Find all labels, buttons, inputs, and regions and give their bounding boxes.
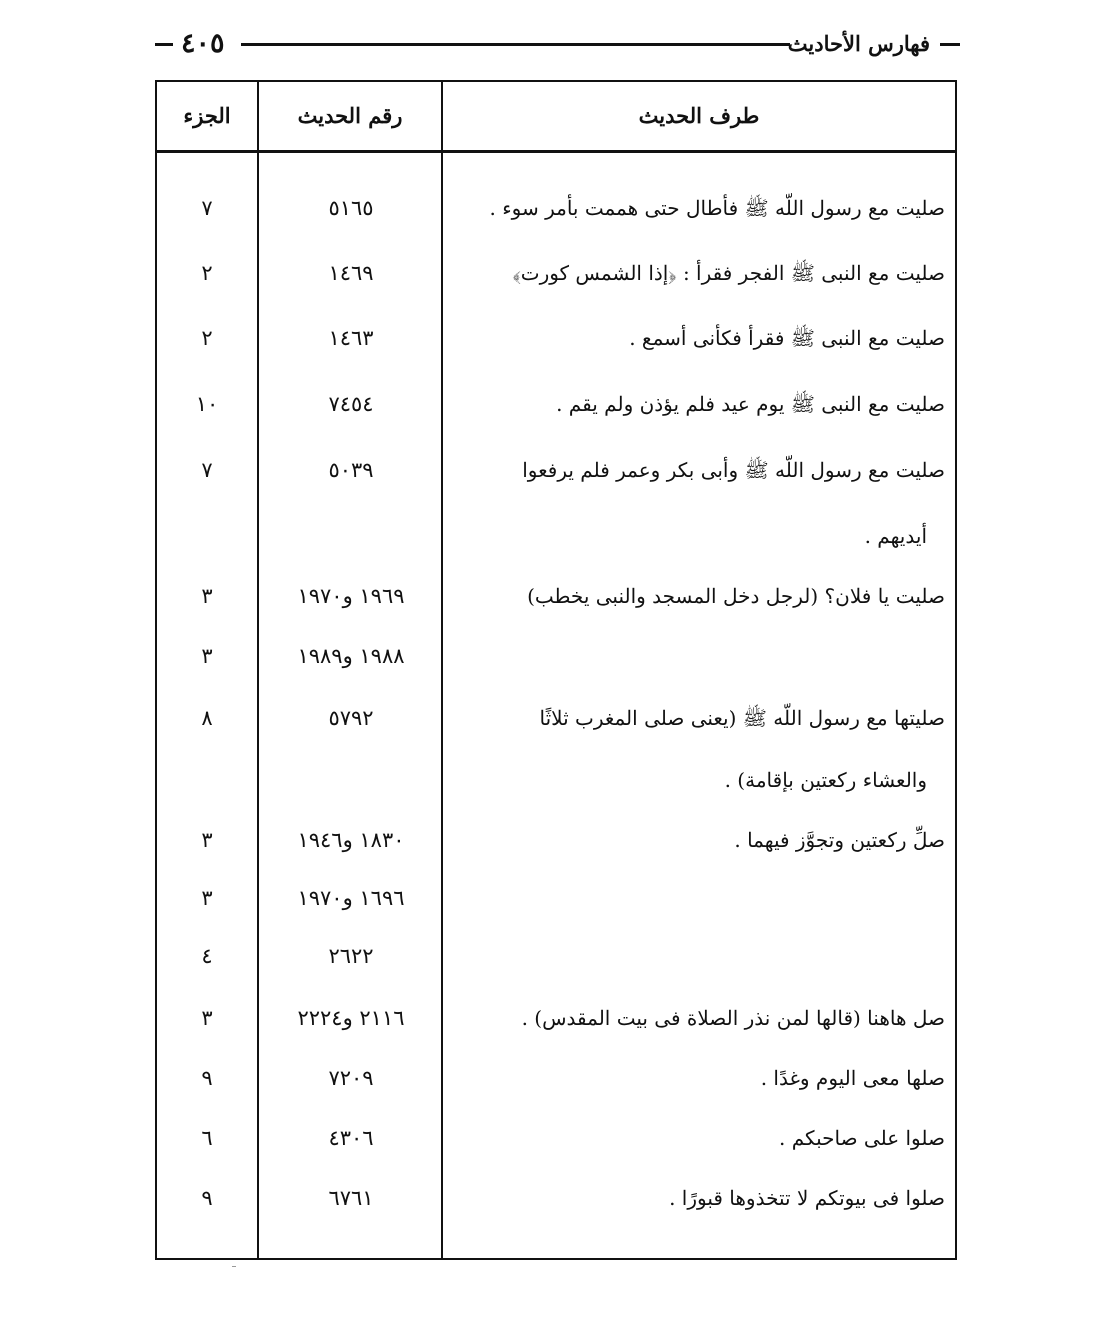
hadith-start-cell: صلها معى اليوم وغدًا . (760, 1066, 945, 1090)
running-header (155, 26, 960, 62)
hadith-start-cell: والعشاء ركعتين بإقامة) . (724, 768, 927, 792)
volume-cell: ٣ (201, 1006, 213, 1030)
hadith-start-cell: صلوا فى بيوتكم لا تتخذوها قبورًا . (669, 1186, 945, 1210)
hadith-number-cell: ٢١١٦ و٢٢٢٤ (297, 1006, 405, 1030)
header-rule (241, 43, 790, 46)
hadith-start-cell (443, 930, 945, 982)
table-row (157, 444, 955, 496)
volume-cell: ٣ (201, 828, 213, 852)
volume-cell: ٦ (201, 1126, 213, 1150)
table-row (157, 814, 955, 866)
volume-cell: ٧ (201, 196, 213, 220)
table-row (157, 872, 955, 924)
volume-cell: ٢ (201, 261, 213, 285)
hadith-number-cell: ١٤٦٩ (328, 261, 374, 285)
hadith-number-cell: ٧٢٠٩ (328, 1066, 374, 1090)
hadith-number-cell: ١٤٦٣ (328, 326, 374, 350)
volume-cell: ٤ (201, 944, 213, 968)
volume-cell: ٨ (201, 706, 213, 730)
table-row (157, 510, 955, 562)
table-row (157, 570, 955, 622)
column-header-volume: الجزء (183, 103, 231, 128)
header-separator (157, 150, 955, 153)
volume-cell (157, 510, 257, 562)
page-mark (232, 1266, 236, 1267)
hadith-number-cell: ٢٦٢٢ (328, 944, 374, 968)
table-row (157, 1172, 955, 1224)
section-title: فهارس الأحاديث (787, 31, 930, 56)
hadith-start-cell: صل هاهنا (قالها لمن نذر الصلاة فى بيت المقدس) . (521, 1006, 945, 1030)
header-dash-left (155, 43, 173, 46)
hadith-number-cell: ٧٤٥٤ (328, 392, 374, 416)
table-row (157, 378, 955, 430)
hadith-number-cell: ١٩٦٩ و١٩٧٠ (297, 584, 405, 608)
table-row (157, 182, 955, 234)
volume-cell: ٩ (201, 1186, 213, 1210)
volume-cell: ٧ (201, 458, 213, 482)
table-row (157, 1052, 955, 1104)
hadith-number-cell: ٤٣٠٦ (328, 1126, 374, 1150)
column-header-hadith-number: رقم الحديث (297, 103, 403, 128)
table-row (157, 692, 955, 744)
hadith-start-cell: صليت مع رسول اللّه ﷺ وأبى بكر وعمر فلم يرفعوا (522, 458, 945, 482)
hadith-start-cell: أيديهم . (864, 524, 927, 548)
table-row (157, 312, 955, 364)
hadith-number-cell: ١٩٨٨ و١٩٨٩ (297, 644, 405, 668)
page-number: ٤٠٥ (181, 28, 225, 59)
volume-cell: ١٠ (195, 392, 219, 416)
hadith-start-cell: صليتها مع رسول اللّه ﷺ (يعنى صلى المغرب ثلاثًا (539, 706, 945, 730)
hadith-number-cell: ٥٧٩٢ (328, 706, 374, 730)
hadith-start-cell (443, 630, 945, 682)
hadith-start-cell: صلوا على صاحبكم . (779, 1126, 945, 1150)
table-row (157, 930, 955, 982)
hadith-number-cell: ١٦٩٦ و١٩٧٠ (297, 886, 405, 910)
volume-cell: ٣ (201, 584, 213, 608)
hadith-start-cell: صليت يا فلان؟ (لرجل دخل المسجد والنبى يخطب) (527, 584, 945, 608)
table-row (157, 754, 955, 806)
table-row (157, 1112, 955, 1164)
hadith-index-table (155, 80, 957, 1260)
hadith-number-cell (259, 510, 443, 562)
hadith-number-cell: ١٨٣٠ و١٩٤٦ (297, 828, 405, 852)
hadith-start-cell: صليت مع النبى ﷺ فقرأ فكأنى أسمع . (629, 326, 945, 350)
column-header-hadith-start: طرف الحديث (638, 103, 760, 128)
volume-cell: ٣ (201, 644, 213, 668)
hadith-start-cell (443, 872, 945, 924)
table-row (157, 630, 955, 682)
hadith-number-cell (259, 754, 443, 806)
volume-cell (157, 754, 257, 806)
volume-cell: ٢ (201, 326, 213, 350)
hadith-number-cell: ٥٠٣٩ (328, 458, 374, 482)
header-dash-right (940, 43, 960, 46)
hadith-number-cell: ٥١٦٥ (328, 196, 374, 220)
hadith-start-cell: صلِّ ركعتين وتجوَّز فيهما . (734, 828, 945, 852)
hadith-start-cell: صليت مع النبى ﷺ يوم عيد فلم يؤذن ولم يقم . (556, 392, 945, 416)
hadith-start-cell: صليت مع رسول اللّه ﷺ فأطال حتى هممت بأمر سوء . (489, 196, 945, 220)
table-row (157, 992, 955, 1044)
hadith-number-cell: ٦٧٦١ (328, 1186, 374, 1210)
table-row (157, 247, 955, 299)
volume-cell: ٩ (201, 1066, 213, 1090)
volume-cell: ٣ (201, 886, 213, 910)
hadith-start-cell: صليت مع النبى ﷺ الفجر فقرأ : ﴿إذا الشمس كورت﴾ (512, 261, 945, 285)
